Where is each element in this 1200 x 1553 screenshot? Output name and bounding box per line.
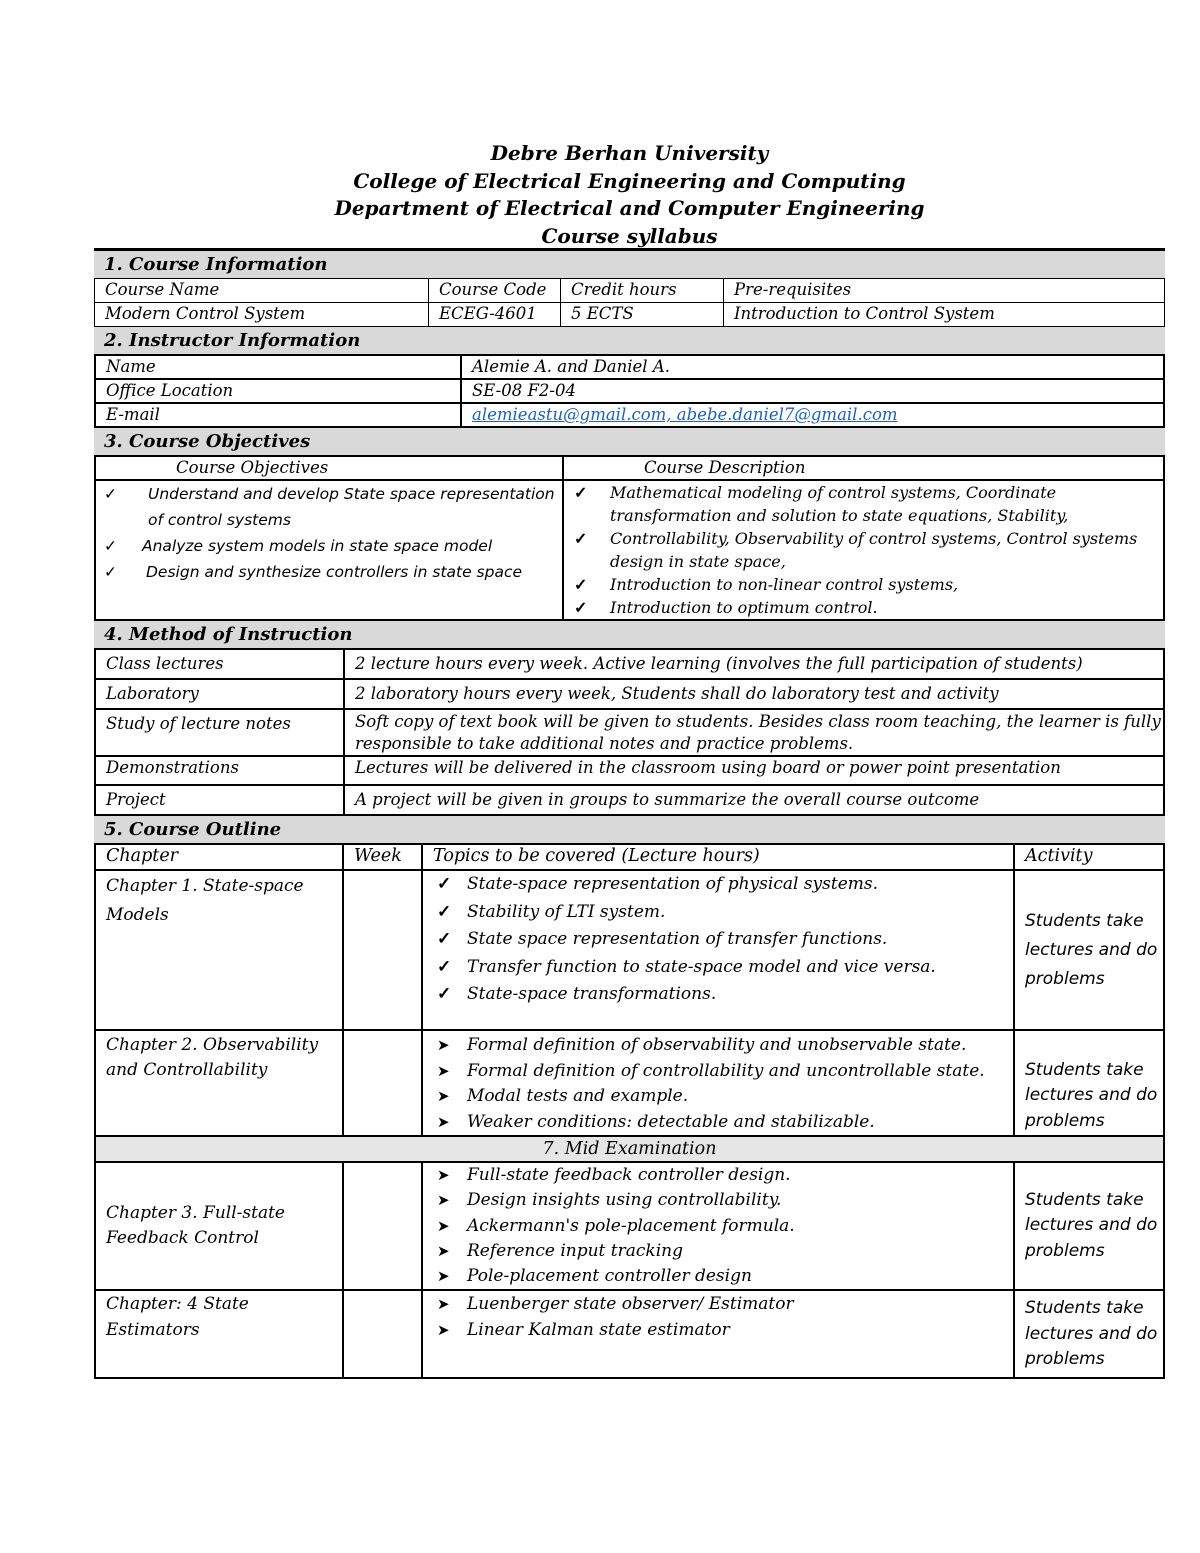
objectives-table	[94, 455, 1165, 621]
outline-table	[94, 843, 1165, 1379]
objective-item: ✓ Understand and develop State space representation of control systems	[100, 481, 562, 533]
credit-hours-value: 5 ECTS	[561, 303, 724, 327]
topic-item: ➤ Formal definition of observability and unobservable state.	[433, 1033, 1013, 1059]
chapter-1-week	[343, 870, 422, 1030]
course-name-label: Course Name	[95, 279, 429, 303]
instructor-table	[94, 354, 1165, 428]
chapter-4-activity: Students take lectures and do problems	[1014, 1290, 1164, 1378]
chapter-4-week	[343, 1290, 422, 1378]
course-info-heading: 1. Course Information	[94, 251, 1165, 278]
instruction-label: Class lectures	[95, 649, 344, 679]
course-info-table	[94, 278, 1165, 327]
email-link[interactable]: alemieastu@gmail.com, abebe.daniel7@gmail.com	[472, 405, 898, 424]
email-cell	[461, 403, 1164, 427]
chapter-1-title: Chapter 1. State-space Models	[95, 870, 343, 1030]
chapter-2-topics	[433, 1033, 1013, 1135]
description-list-cell	[563, 480, 1164, 620]
course-name-value: Modern Control System	[95, 303, 429, 327]
topic-item: ✓ State-space transformations.	[433, 981, 1013, 1009]
instruction-value: Lectures will be delivered in the classroom using board or power point presentation	[344, 756, 1164, 785]
chapter-1-activity: Students take lectures and do problems	[1014, 870, 1164, 1030]
chapter-1-topics	[433, 871, 1013, 1009]
chapter-3-topics	[433, 1163, 1013, 1289]
chapter-4-title: Chapter: 4 State Estimators	[95, 1290, 343, 1378]
document-title: Course syllabus	[541, 223, 718, 248]
mid-examination-row: 7. Mid Examination	[95, 1136, 1164, 1162]
chapter-3-title: Chapter 3. Full-state Feedback Control	[95, 1162, 343, 1290]
topic-item: ➤ Pole-placement controller design	[433, 1264, 1013, 1289]
chapter-2-topics-cell	[422, 1030, 1014, 1136]
course-code-label: Course Code	[429, 279, 561, 303]
topic-item: ➤ Luenberger state observer/ Estimator	[433, 1292, 1013, 1318]
topic-item: ➤ Full-state feedback controller design.	[433, 1163, 1013, 1188]
topic-item: ➤ Weaker conditions: detectable and stabilizable.	[433, 1110, 1013, 1136]
instruction-value: Soft copy of text book will be given to students. Besides class room teaching, the learner is fully responsible to take additional notes and practice problems.	[344, 709, 1164, 756]
description-item: ✓ Introduction to optimum control.	[570, 596, 1163, 619]
chapter-2-title: Chapter 2. Observability and Controllability	[95, 1030, 343, 1136]
description-column-title: Course Description	[563, 456, 1164, 480]
instructor-name-label: Name	[95, 355, 461, 379]
instruction-label: Laboratory	[95, 679, 344, 709]
course-code-value: ECEG-4601	[429, 303, 561, 327]
credit-hours-label: Credit hours	[561, 279, 724, 303]
topic-item: ✓ Stability of LTI system.	[433, 899, 1013, 927]
office-location-label: Office Location	[95, 379, 461, 403]
topic-item: ➤ Design insights using controllability.	[433, 1188, 1013, 1213]
objectives-heading: 3. Course Objectives	[94, 428, 1165, 455]
topic-item: ➤ Linear Kalman state estimator	[433, 1318, 1013, 1344]
college-name: College of Electrical Engineering and Computing	[353, 168, 906, 193]
outline-heading: 5. Course Outline	[94, 816, 1165, 843]
topic-item: ➤ Reference input tracking	[433, 1239, 1013, 1264]
instruction-label: Study of lecture notes	[95, 709, 344, 756]
instructor-name-value: Alemie A. and Daniel A.	[461, 355, 1164, 379]
instructor-heading: 2. Instructor Information	[94, 327, 1165, 354]
topic-item: ✓ State-space representation of physical systems.	[433, 871, 1013, 899]
week-column-header: Week	[343, 844, 422, 870]
chapter-column-header: Chapter	[95, 844, 343, 870]
description-item: ✓ Introduction to non-linear control systems,	[570, 573, 1163, 596]
email-label: E-mail	[95, 403, 461, 427]
instruction-table	[94, 648, 1165, 816]
prerequisites-value: Introduction to Control System	[724, 303, 1165, 327]
chapter-3-topics-cell	[422, 1162, 1014, 1290]
objective-item: ✓ Analyze system models in state space model	[100, 533, 562, 559]
instruction-label: Project	[95, 785, 344, 815]
instruction-value: A project will be given in groups to summarize the overall course outcome	[344, 785, 1164, 815]
objectives-list-cell	[95, 480, 563, 620]
description-item: ✓ Mathematical modeling of control systems, Coordinate transformation and solution to state equations, Stability,	[570, 481, 1163, 527]
topic-item: ✓ State space representation of transfer functions.	[433, 926, 1013, 954]
topic-item: ➤ Ackermann's pole-placement formula.	[433, 1214, 1013, 1239]
instruction-value: 2 lecture hours every week. Active learning (involves the full participation of students)	[344, 649, 1164, 679]
chapter-2-activity: Students take lectures and do problems	[1014, 1030, 1164, 1136]
instruction-label: Demonstrations	[95, 756, 344, 785]
office-location-value: SE-08 F2-04	[461, 379, 1164, 403]
chapter-3-week	[343, 1162, 422, 1290]
syllabus-page	[94, 140, 1165, 1379]
topic-item: ➤ Formal definition of controllability and uncontrollable state.	[433, 1059, 1013, 1085]
instruction-heading: 4. Method of Instruction	[94, 621, 1165, 648]
chapter-4-topics-cell	[422, 1290, 1014, 1378]
chapter-2-week	[343, 1030, 422, 1136]
chapter-1-topics-cell	[422, 870, 1014, 1030]
objectives-column-title: Course Objectives	[95, 456, 563, 480]
chapter-4-topics	[433, 1292, 1013, 1343]
document-header	[94, 140, 1165, 250]
objectives-list	[100, 481, 562, 585]
description-list	[570, 481, 1163, 619]
topic-item: ✓ Transfer function to state-space model and vice versa.	[433, 954, 1013, 982]
description-item: ✓ Controllability, Observability of control systems, Control systems design in state space,	[570, 527, 1163, 573]
chapter-3-activity: Students take lectures and do problems	[1014, 1162, 1164, 1290]
instruction-value: 2 laboratory hours every week, Students shall do laboratory test and activity	[344, 679, 1164, 709]
topic-item: ➤ Modal tests and example.	[433, 1084, 1013, 1110]
objective-item: ✓ Design and synthesize controllers in state space	[100, 559, 562, 585]
department-name: Department of Electrical and Computer Engineering	[334, 196, 925, 220]
university-name: Debre Berhan University	[490, 141, 769, 165]
prerequisites-label: Pre-requisites	[724, 279, 1165, 303]
topics-column-header: Topics to be covered (Lecture hours)	[422, 844, 1014, 870]
activity-column-header: Activity	[1014, 844, 1164, 870]
